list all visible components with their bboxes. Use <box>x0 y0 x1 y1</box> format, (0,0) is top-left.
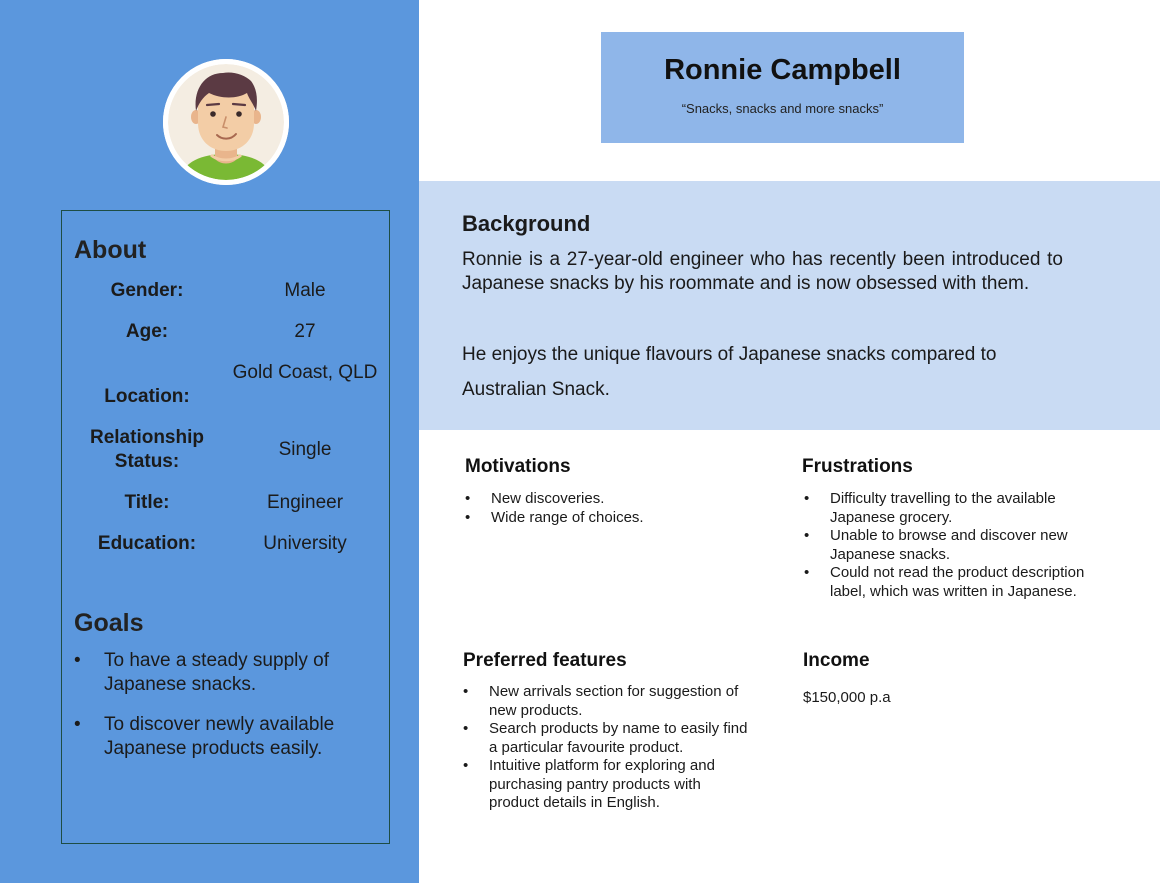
about-row-location <box>62 361 389 405</box>
goals-list <box>74 649 374 777</box>
about-row-relationship <box>62 426 389 470</box>
location-label: Location: <box>104 386 190 407</box>
gender-label: Gender: <box>110 280 184 301</box>
education-label: Education: <box>97 533 197 554</box>
name-card <box>601 32 964 143</box>
motivation-item: • Wide range of choices. <box>465 509 765 528</box>
about-title: About <box>74 236 147 264</box>
goal-item: • To have a steady supply of Japanese snacks. <box>74 649 374 697</box>
avatar <box>163 59 289 185</box>
motivation-item: • New discoveries. <box>465 490 765 509</box>
frustrations-list <box>804 490 1114 601</box>
persona-name: Ronnie Campbell <box>664 54 901 86</box>
frustration-item: • Unable to browse and discover new Japanese snacks. <box>804 527 1114 564</box>
about-row-title <box>62 491 389 535</box>
feature-item: • New arrivals section for suggestion of new products. <box>463 683 753 720</box>
feature-item: • Search products by name to easily find a particular favourite product. <box>463 720 753 757</box>
title-value: Engineer <box>266 492 344 513</box>
persona-quote: “Snacks, snacks and more snacks” <box>681 101 884 116</box>
preferred-features-list <box>463 683 753 813</box>
age-label: Age: <box>125 321 169 342</box>
background-section <box>419 181 1160 430</box>
education-value: University <box>263 533 347 554</box>
about-row-gender <box>62 279 389 323</box>
gender-value: Male <box>284 280 326 301</box>
relationship-value: Single <box>278 439 332 460</box>
frustration-item: • Difficulty travelling to the available Japanese grocery. <box>804 490 1114 527</box>
about-box <box>61 210 390 844</box>
motivations-title: Motivations <box>465 456 571 477</box>
motivations-list <box>465 490 765 527</box>
background-title: Background <box>462 211 591 236</box>
age-value: 27 <box>294 321 316 342</box>
background-paragraph: He enjoys the unique flavours of Japanese snacks compared to Australian Snack. <box>462 344 997 400</box>
goal-item: • To discover newly available Japanese products easily. <box>74 713 374 761</box>
location-value: Gold Coast, QLD <box>232 362 378 383</box>
preferred-features-title: Preferred features <box>463 650 627 671</box>
goals-title: Goals <box>74 609 144 637</box>
title-label: Title: <box>124 492 170 513</box>
left-panel <box>0 0 419 883</box>
background-paragraph: Ronnie is a 27-year-old engineer who has recently been introduced to Japanese snacks by his roommate and is now obsessed with them. <box>462 249 1063 294</box>
feature-item: • Intuitive platform for exploring and purchasing pantry products with product details in English. <box>463 757 753 813</box>
relationship-label: Relationship Status: <box>89 427 204 472</box>
frustrations-title: Frustrations <box>802 456 913 477</box>
about-row-education <box>62 532 389 576</box>
income-title: Income <box>803 650 870 671</box>
about-row-age <box>62 320 389 364</box>
frustration-item: • Could not read the product description label, which was written in Japanese. <box>804 564 1114 601</box>
income-value: $150,000 p.a <box>803 689 891 706</box>
